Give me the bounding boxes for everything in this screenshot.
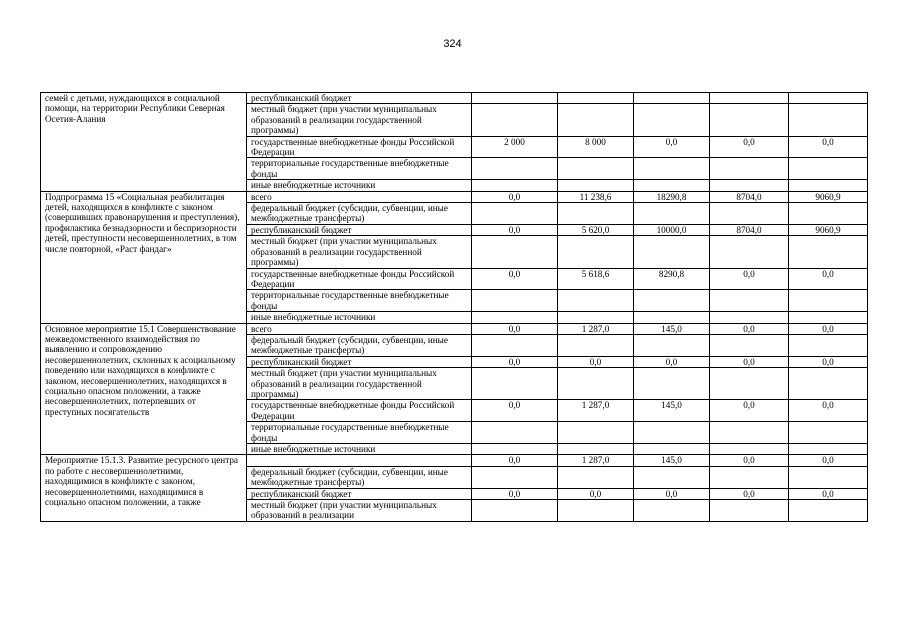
funding-source-cell: всего [247, 191, 472, 202]
funding-source-cell: территориальные государственные внебюджетные фонды [247, 158, 472, 180]
amount-cell [634, 236, 710, 268]
amount-cell [558, 104, 634, 136]
funding-source-cell: территориальные государственные внебюджетные фонды [247, 422, 472, 444]
amount-cell [634, 93, 710, 104]
amount-cell [472, 422, 558, 444]
funding-source-cell: иные внебюджетные источники [247, 180, 472, 191]
program-title-cell: Основное мероприятие 15.1 Совершенствование межведомственного взаимодействия по выявлению и сопровождению несовершеннолетних, склонных к асоциальному поведению или находящихся в конфликте с законом, несовершеннолетних, находящихся в социально опасном положении, а также несовершеннолетних, потерпевших от преступных посягательств [41, 323, 247, 455]
amount-cell [558, 334, 634, 356]
amount-cell [789, 93, 868, 104]
amount-cell: 0,0 [472, 356, 558, 367]
funding-source-cell: федеральный бюджет (субсидии, субвенции, иные межбюджетные трансферты) [247, 466, 472, 488]
amount-cell: 10000,0 [634, 224, 710, 235]
amount-cell [710, 422, 789, 444]
amount-cell [558, 312, 634, 323]
amount-cell [472, 290, 558, 312]
amount-cell [710, 158, 789, 180]
amount-cell [789, 104, 868, 136]
amount-cell [634, 368, 710, 400]
amount-cell: 18290,8 [634, 191, 710, 202]
funding-source-cell: республиканский бюджет [247, 224, 472, 235]
funding-source-cell: федеральный бюджет (субсидии, субвенции, иные межбюджетные трансферты) [247, 203, 472, 225]
amount-cell: 2 000 [472, 136, 558, 158]
amount-cell [558, 93, 634, 104]
amount-cell [710, 93, 789, 104]
amount-cell [472, 104, 558, 136]
amount-cell: 5 618,6 [558, 268, 634, 290]
amount-cell: 8290,8 [634, 268, 710, 290]
amount-cell [558, 158, 634, 180]
funding-source-cell [247, 455, 472, 466]
funding-source-cell: иные внебюджетные источники [247, 444, 472, 455]
amount-cell [789, 236, 868, 268]
amount-cell [472, 500, 558, 522]
amount-cell: 0,0 [472, 455, 558, 466]
amount-cell [558, 180, 634, 191]
funding-source-cell: республиканский бюджет [247, 356, 472, 367]
amount-cell: 1 287,0 [558, 400, 634, 422]
amount-cell: 0,0 [710, 356, 789, 367]
amount-cell: 0,0 [789, 136, 868, 158]
amount-cell: 11 238,6 [558, 191, 634, 202]
table-row [41, 455, 868, 466]
funding-source-cell: республиканский бюджет [247, 93, 472, 104]
amount-cell: 0,0 [789, 400, 868, 422]
amount-cell: 0,0 [710, 400, 789, 422]
amount-cell: 0,0 [472, 224, 558, 235]
amount-cell [789, 500, 868, 522]
funding-source-cell: местный бюджет (при участии муниципальных образований в реализации государственной программы) [247, 104, 472, 136]
amount-cell [558, 422, 634, 444]
amount-cell: 0,0 [710, 136, 789, 158]
amount-cell [472, 312, 558, 323]
amount-cell [634, 290, 710, 312]
funding-source-cell: местный бюджет (при участии муниципальных образований в реализации государственной программы) [247, 236, 472, 268]
amount-cell [789, 203, 868, 225]
funding-source-cell: федеральный бюджет (субсидии, субвенции, иные межбюджетные трансферты) [247, 334, 472, 356]
funding-source-cell: иные внебюджетные источники [247, 312, 472, 323]
amount-cell: 0,0 [634, 356, 710, 367]
amount-cell [789, 444, 868, 455]
table-row [41, 93, 868, 104]
amount-cell: 0,0 [710, 323, 789, 334]
amount-cell [710, 104, 789, 136]
amount-cell [710, 180, 789, 191]
amount-cell [472, 444, 558, 455]
amount-cell [789, 312, 868, 323]
amount-cell: 0,0 [789, 268, 868, 290]
amount-cell [472, 93, 558, 104]
amount-cell [710, 500, 789, 522]
program-title-cell: Мероприятие 15.1.3. Развитие ресурсного центра по работе с несовершеннолетними, находящимися в конфликте с законом, несовершеннолетними, находящимися в социально опасном положении, а также [41, 455, 247, 521]
amount-cell [634, 334, 710, 356]
amount-cell [472, 203, 558, 225]
budget-table [40, 92, 868, 522]
amount-cell: 0,0 [789, 488, 868, 499]
amount-cell [789, 368, 868, 400]
amount-cell: 0,0 [634, 488, 710, 499]
amount-cell [710, 334, 789, 356]
amount-cell [710, 444, 789, 455]
amount-cell [472, 368, 558, 400]
amount-cell: 145,0 [634, 455, 710, 466]
amount-cell: 0,0 [710, 268, 789, 290]
amount-cell [710, 290, 789, 312]
amount-cell: 0,0 [789, 455, 868, 466]
amount-cell [710, 312, 789, 323]
amount-cell: 8 000 [558, 136, 634, 158]
amount-cell [710, 203, 789, 225]
amount-cell: 5 620,0 [558, 224, 634, 235]
funding-source-cell: государственные внебюджетные фонды Российской Федерации [247, 400, 472, 422]
amount-cell: 145,0 [634, 400, 710, 422]
amount-cell: 8704,0 [710, 224, 789, 235]
amount-cell: 1 287,0 [558, 323, 634, 334]
funding-source-cell: государственные внебюджетные фонды Российской Федерации [247, 136, 472, 158]
funding-source-cell: местный бюджет (при участии муниципальных образований в реализации государственной программы) [247, 368, 472, 400]
amount-cell: 0,0 [634, 136, 710, 158]
amount-cell [789, 334, 868, 356]
amount-cell [789, 158, 868, 180]
amount-cell [634, 500, 710, 522]
program-title-cell: Подпрограмма 15 «Социальная реабилитация детей, находящихся в конфликте с законом (совершивших правонарушения и преступления), профилактика безнадзорности и беспризорности детей, преступности несовершеннолетних, в том числе повторной, «Раст фандаг» [41, 191, 247, 323]
funding-source-cell: территориальные государственные внебюджетные фонды [247, 290, 472, 312]
amount-cell: 8704,0 [710, 191, 789, 202]
amount-cell [789, 290, 868, 312]
amount-cell [634, 312, 710, 323]
budget-table-body [41, 93, 868, 522]
amount-cell: 0,0 [472, 488, 558, 499]
page-number: 324 [443, 38, 462, 50]
amount-cell: 0,0 [789, 356, 868, 367]
table-row [41, 323, 868, 334]
amount-cell [558, 368, 634, 400]
amount-cell [558, 500, 634, 522]
amount-cell [634, 158, 710, 180]
amount-cell: 0,0 [710, 455, 789, 466]
amount-cell: 0,0 [472, 268, 558, 290]
funding-source-cell: всего [247, 323, 472, 334]
amount-cell: 9060,9 [789, 224, 868, 235]
amount-cell: 0,0 [472, 191, 558, 202]
amount-cell: 0,0 [558, 488, 634, 499]
amount-cell [710, 236, 789, 268]
amount-cell: 0,0 [789, 323, 868, 334]
amount-cell: 0,0 [472, 400, 558, 422]
amount-cell: 0,0 [558, 356, 634, 367]
amount-cell [472, 236, 558, 268]
amount-cell [634, 104, 710, 136]
amount-cell: 9060,9 [789, 191, 868, 202]
amount-cell [558, 444, 634, 455]
amount-cell: 0,0 [472, 323, 558, 334]
amount-cell [472, 334, 558, 356]
amount-cell: 145,0 [634, 323, 710, 334]
amount-cell [558, 466, 634, 488]
amount-cell [472, 466, 558, 488]
amount-cell [789, 466, 868, 488]
funding-source-cell: государственные внебюджетные фонды Российской Федерации [247, 268, 472, 290]
amount-cell: 0,0 [710, 488, 789, 499]
amount-cell [558, 203, 634, 225]
funding-source-cell: республиканский бюджет [247, 488, 472, 499]
program-title-cell: семей с детьми, нуждающихся в социальной помощи, на территории Республики Северная Осетия-Алания [41, 93, 247, 192]
amount-cell: 1 287,0 [558, 455, 634, 466]
funding-source-cell: местный бюджет (при участии муниципальных образований в реализации [247, 500, 472, 522]
amount-cell [634, 203, 710, 225]
amount-cell [634, 180, 710, 191]
amount-cell [789, 422, 868, 444]
amount-cell [710, 368, 789, 400]
amount-cell [558, 236, 634, 268]
amount-cell [789, 180, 868, 191]
amount-cell [634, 422, 710, 444]
amount-cell [472, 158, 558, 180]
amount-cell [472, 180, 558, 191]
amount-cell [710, 466, 789, 488]
amount-cell [558, 290, 634, 312]
table-row [41, 191, 868, 202]
amount-cell [634, 444, 710, 455]
amount-cell [634, 466, 710, 488]
